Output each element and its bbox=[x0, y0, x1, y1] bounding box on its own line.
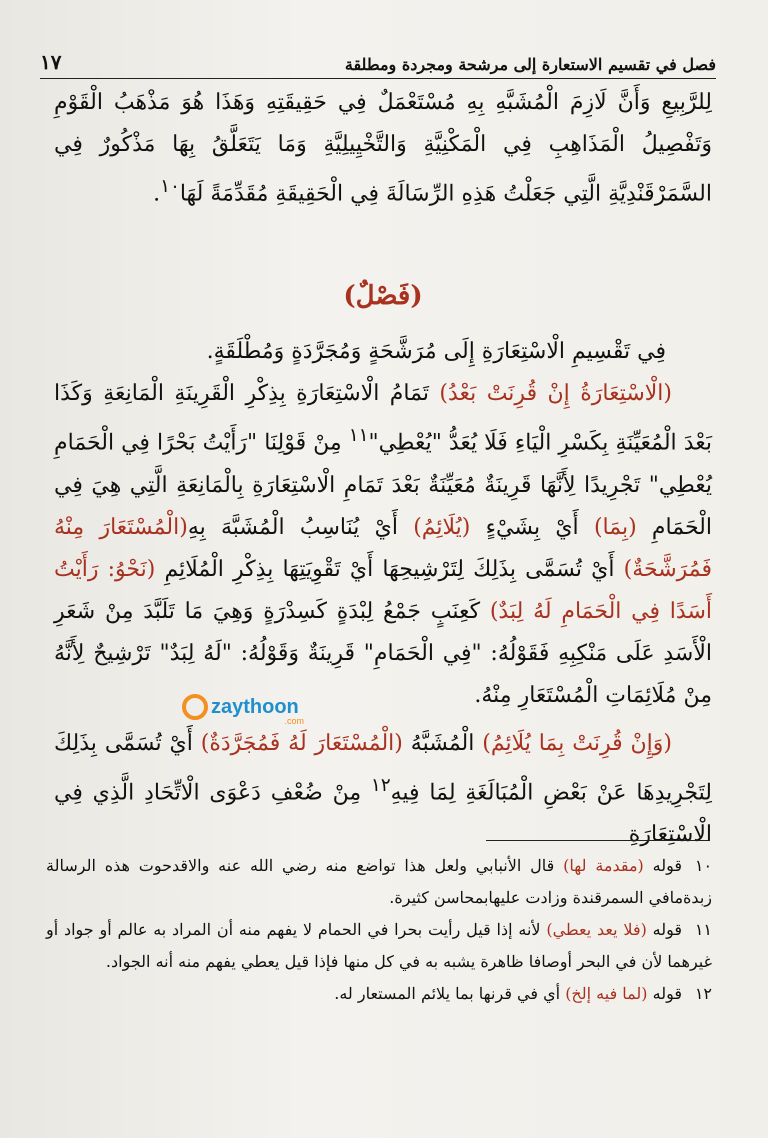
footnote-ref-12[interactable]: ١٢ bbox=[370, 774, 391, 796]
matn-phrase: (الْاسْتِعَارَةُ إِنْ قُرِنَتْ بَعْدُ) bbox=[439, 381, 672, 407]
olive-ring-icon bbox=[182, 694, 208, 720]
footnote-number: ١٢ bbox=[694, 984, 712, 1003]
footnote-lead: قوله bbox=[643, 856, 683, 875]
footnote-11 bbox=[46, 914, 712, 978]
footnote-divider bbox=[486, 840, 708, 841]
footnote-10 bbox=[46, 850, 712, 914]
footnote-quote: (مقدمة لها) bbox=[563, 856, 644, 875]
footnote-text: لأنه إذا قيل رأيت بحرا في الحمام لا يفهم منه أن المراد به عالم أو جواد أو غيرهما لأن في البحر أوصافا ظاهرة يشبه به في كل منها فإذا قيل يعطي يفهم منه أنه الجواد. bbox=[46, 920, 712, 971]
footnote-quote: (لما فيه إلخ) bbox=[565, 984, 648, 1003]
opening-text: لِلرَّبِيعِ وَأَنَّ لَازِمَ الْمُشَبَّهِ بِهِ مُسْتَعْمَلٌ فِي حَقِيقَتِهِ وَهَذَا هُوَ مَذْهَبُ الْقَوْمِ وَتَفْصِيلُ الْمَذَاهِبِ فِي الْمَكْنِيَّةِ وَالتَّخْيِيلِيَّةِ وَمَا يَتَعَلَّقُ بِهَا مَذْكُورٌ فِي السَّمَرْقَنْدِيَّةِ الَّتِي جَعَلْتُ هَذِهِ الرِّسَالَةَ فِي الْحَقِيقَةِ مُقَدِّمَةً لَهَا bbox=[54, 90, 712, 207]
footnote-ref-10[interactable]: ١٠ bbox=[160, 176, 180, 197]
sharh-text: أَيْ تُسَمَّى بِذَلِكَ لِتَجْرِيدِهَا عَنْ بَعْضِ الْمُبَالَغَةِ لِمَا فِيهِ bbox=[54, 730, 712, 805]
page-header bbox=[40, 40, 716, 79]
footnote-ref-11[interactable]: ١١ bbox=[348, 425, 369, 447]
sharh-text: كَعِنَبٍ جَمْعُ لِبْدَةٍ كَسِدْرَةٍ وَهِيَ مَا تَلَبَّدَ مِنْ شَعَرِ الْأَسَدِ عَلَى مَنْكِبِهِ فَقَوْلُهُ: "فِي الْحَمَامِ" قَرِينَةٌ وَقَوْلُهُ: "لَهُ لِبَدٌ" تَرْشِيحٌ لِأَنَّهُ مِنْ مُلَائِمَاتِ الْمُسْتَعَارِ مِنْهُ. bbox=[54, 598, 712, 708]
footnote-number: ١١ bbox=[694, 920, 713, 939]
footnote-text: قال الأنبابي ولعل هذا تواضع منه رضي الله عنه والاقدحوت هذه الرسالة زبدةمافي السمرقندة وزادت عليهابمحاسن كثيرة. bbox=[46, 856, 712, 907]
footnote-lead: قوله bbox=[647, 984, 682, 1003]
running-title: فصل في تقسيم الاستعارة إلى مرشحة ومجردة ومطلقة bbox=[344, 55, 716, 74]
sharh-text: الْمُشَبَّهُ bbox=[402, 730, 483, 756]
matn-phrase: (يُلَائِمُ) bbox=[413, 514, 471, 540]
sharh-text: مِنْ ضُعْفِ دَعْوَى الْاتِّحَادِ الَّذِي فِي الْاسْتِعَارَةِ bbox=[54, 779, 712, 847]
opening-paragraph: لِلرَّبِيعِ وَأَنَّ لَازِمَ الْمُشَبَّهِ بِهِ مُسْتَعْمَلٌ فِي حَقِيقَتِهِ وَهَذَا هُوَ مَذْهَبُ الْقَوْمِ وَتَفْصِيلُ الْمَذَاهِبِ فِي الْمَكْنِيَّةِ وَالتَّخْيِيلِيَّةِ وَمَا يَتَعَلَّقُ بِهَا مَذْكُورٌ فِي السَّمَرْقَنْدِيَّةِ الَّتِي جَعَلْتُ هَذِهِ الرِّسَالَةَ فِي الْحَقِيقَةِ مُقَدِّمَةً لَهَا$^{١٠}$. bbox=[54, 90, 712, 207]
footnotes bbox=[46, 850, 712, 1010]
sharh-text: أَيْ بِشَيْءٍ bbox=[470, 514, 594, 540]
main-text bbox=[54, 82, 712, 856]
footnote-number: ١٠ bbox=[694, 856, 713, 875]
section-title: (فَصْلٌ) bbox=[343, 281, 423, 312]
matn-phrase: (بِمَا) bbox=[593, 514, 637, 540]
sharh-text: أَيْ تُسَمَّى بِذَلِكَ لِتَرْشِيحِهَا أَيْ تَقْوِيَتِهَا بِذِكْرِ الْمُلَائِمِ bbox=[155, 556, 624, 582]
matn-phrase: (الْمُسْتَعَارَ مِنْهُ فَمُرَشَّحَةٌ) bbox=[54, 514, 713, 582]
zaythoon-watermark-logo bbox=[182, 690, 322, 724]
sharh-text: مِنْ قَوْلِنَا "رَأَيْتُ بَحْرًا فِي الْحَمَامِ يُعْطِي" تَجْرِيدًا لِأَنَّهَا قَرِينَةٌ مُعَيِّنَةٌ بَعْدَ تَمَامِ الْاسْتِعَارَةِ بِالْمَانِعَةِ الَّتِي هِيَ فِي الْحَمَامِ bbox=[54, 430, 712, 540]
matn-phrase: (وَإِنْ قُرِنَتْ بِمَا يُلَائِمُ) bbox=[482, 730, 672, 756]
footnote-text: أي في قرنها بما يلائم المستعار له. bbox=[334, 984, 566, 1003]
logo-domain: .com bbox=[284, 716, 304, 726]
sharh-text: تَمَامُ الْاسْتِعَارَةِ بِذِكْرِ الْقَرِينَةِ الْمَانِعَةِ وَكَذَا بَعْدَ الْمُعَيِّنَةِ بِكَسْرِ الْيَاءِ فَلَا يُعَدُّ "يُعْطِي" bbox=[54, 381, 712, 456]
section-subtitle: فِي تَقْسِيمِ الْاسْتِعَارَةِ إِلَى مُرَشَّحَةٍ وَمُجَرَّدَةٍ وَمُطْلَقَةٍ. bbox=[206, 339, 666, 365]
paragraph-murashshaha bbox=[54, 373, 712, 716]
matn-phrase: (الْمُسْتَعَارَ لَهُ فَمُجَرَّدَةٌ) bbox=[200, 730, 403, 756]
sharh-text: أَيْ يُنَاسِبُ الْمُشَبَّهَ بِهِ bbox=[187, 514, 414, 540]
paragraph-mujarrada bbox=[54, 723, 712, 856]
footnote-quote: (فلا يعد يعطي) bbox=[546, 920, 647, 939]
matn-phrase: (نَحْوُ: رَأَيْتُ أَسَدًا فِي الْحَمَامِ لَهُ لِبَدٌ) bbox=[54, 556, 713, 624]
footnote-lead: قوله bbox=[646, 920, 683, 939]
footnote-12 bbox=[46, 978, 712, 1010]
logo-text: zaythoon bbox=[211, 695, 299, 718]
page-number: ١٧ bbox=[40, 50, 62, 74]
